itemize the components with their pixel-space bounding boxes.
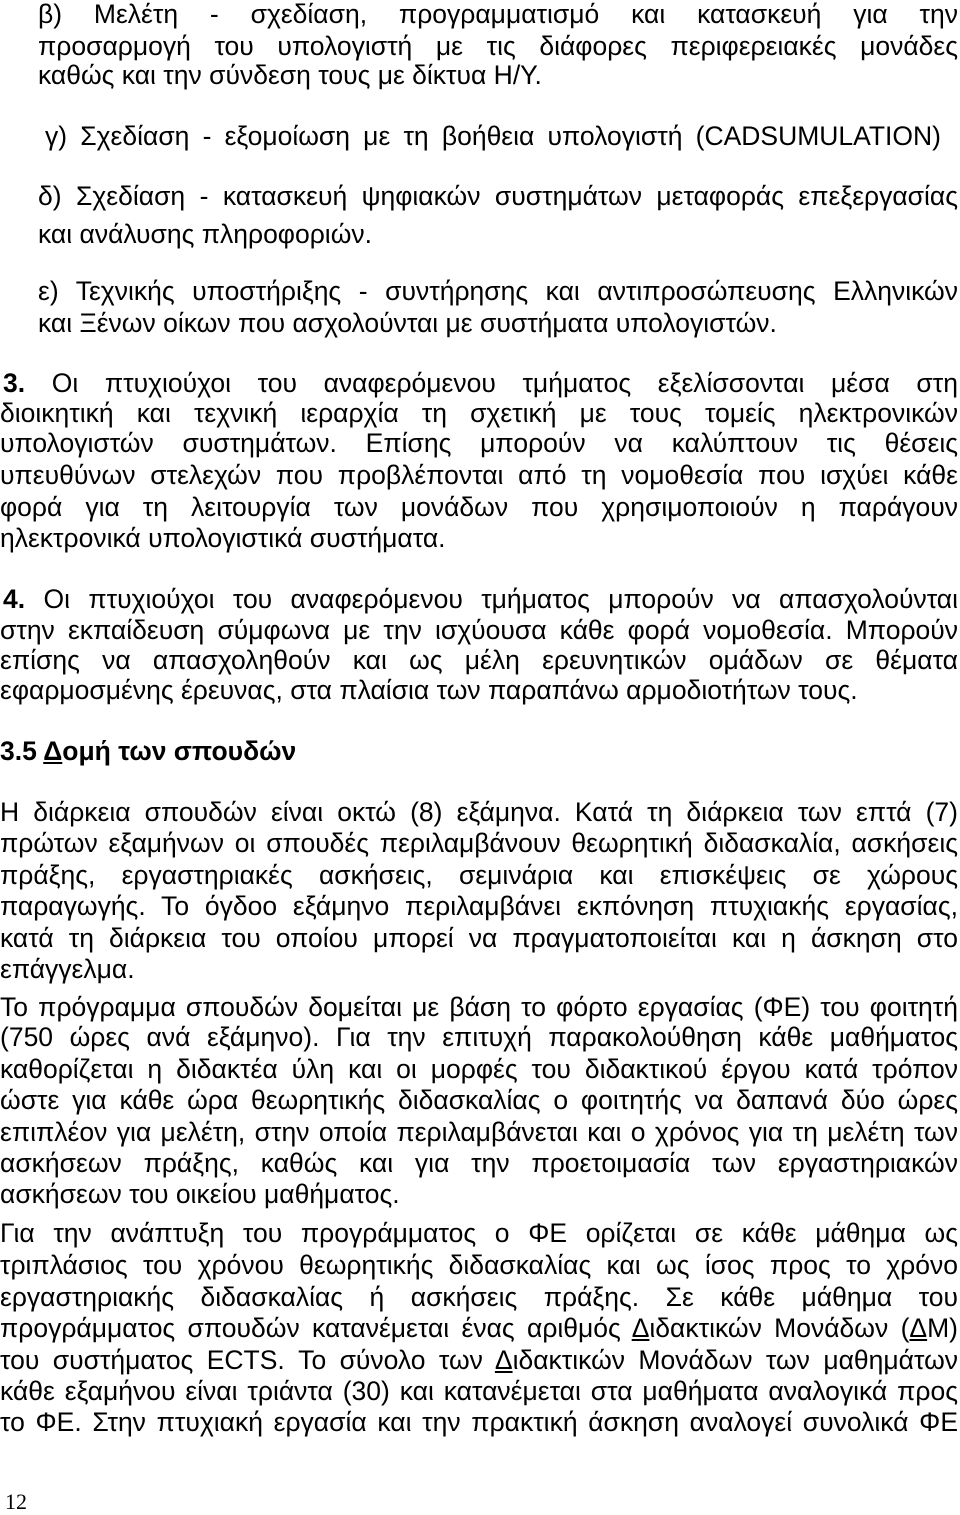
list-item-e-line: ε) Τεχνικής υποστήριξης - συντήρησης και αντιπροσώπευσης Ελληνικών bbox=[38, 276, 958, 306]
section-number: 3.5 bbox=[0, 736, 37, 766]
paragraph-line: εφαρμοσμένης έρευνας, στα πλαίσια των παραπάνω αρμοδιοτήτων τους. bbox=[0, 675, 858, 705]
list-item-b-line: προσαρμογή του υπολογιστή με τις διάφορες περιφερειακές μονάδες bbox=[38, 31, 958, 61]
paragraph-line: επιπλέον για μελέτη, στην οποία περιλαμβάνεται και ο χρόνος για τη μελέτη των bbox=[0, 1117, 958, 1147]
paragraph-line: του συστήματος ECTS. Το σύνολο των Διδακτικών Μονάδων των μαθημάτων bbox=[0, 1345, 959, 1375]
paragraph-line: ασκήσεων του οικείου μαθήματος. bbox=[0, 1179, 400, 1209]
paragraph-line: στην εκπαίδευση σύμφωνα με την ισχύουσα κάθε φορά νομοθεσία. Μπορούν bbox=[0, 615, 958, 645]
paragraph-line: προγράμματος σπουδών κατανέμεται ένας αριθμός Διδακτικών Μονάδων (ΔΜ) bbox=[0, 1313, 959, 1343]
paragraph-line: (750 ώρες ανά εξάμηνο). Για την επιτυχή παρακολούθηση κάθε μαθήματος bbox=[0, 1022, 958, 1052]
underlined-letter: Δ bbox=[631, 1313, 650, 1343]
underlined-letter: Δ bbox=[43, 736, 63, 766]
paragraph-line bbox=[3, 368, 958, 399]
list-item-d-line: και ανάλυσης πληροφοριών. bbox=[38, 219, 372, 249]
paragraph-line: καθορίζεται η διδακτέα ύλη και οι μορφές του διδακτικού έργου κατά τρόπον bbox=[0, 1054, 958, 1084]
paragraph-line: ασκήσεων πράξης, καθώς και για την προετοιμασία των εργαστηριακών bbox=[0, 1148, 958, 1178]
section-heading bbox=[0, 736, 296, 767]
list-item-b-line: β) Μελέτη - σχεδίαση, προγραμματισμό και κατασκευή για την bbox=[38, 0, 958, 29]
paragraph-line: ηλεκτρονικά υπολογιστικά συστήματα. bbox=[0, 523, 446, 553]
paragraph-line: επίσης να απασχοληθούν και ως μέλη ερευνητικών ομάδων σε θέματα bbox=[0, 645, 958, 675]
paragraph-line: υπευθύνων στελεχών που προβλέπονται από τη νομοθεσία που ισχύει κάθε bbox=[0, 460, 958, 490]
paragraph-line: υπολογιστών συστημάτων. Επίσης μπορούν να καλύπτουν τις θέσεις bbox=[0, 428, 958, 458]
paragraph-line: το ΦΕ. Στην πτυχιακή εργασία και την πρακτική άσκηση αναλογεί συνολικά ΦΕ bbox=[0, 1407, 958, 1437]
paragraph-line: τριπλάσιος του χρόνου θεωρητικής διδασκαλίας και ως ίσος προς το χρόνο bbox=[0, 1250, 958, 1280]
list-item-e-line: και Ξένων οίκων που ασχολούνται με συστήματα υπολογιστών. bbox=[38, 308, 777, 338]
paragraph-line: ώστε για κάθε ώρα θεωρητικής διδασκαλίας ο φοιτητής να δαπανά δύο ώρες bbox=[0, 1085, 958, 1115]
paragraph-number: 3. bbox=[3, 368, 26, 398]
list-item-d-line: δ) Σχεδίαση - κατασκευή ψηφιακών συστημάτων μεταφοράς επεξεργασίας bbox=[38, 181, 958, 211]
paragraph-line: φορά για τη λειτουργία των μονάδων που χρησιμοποιούν η παράγουν bbox=[0, 492, 958, 522]
underlined-letter: Δ bbox=[494, 1345, 513, 1375]
paragraph-text: Οι πτυχιούχοι του αναφερόμενου τμήματος μπορούν να απασχολούνται bbox=[43, 584, 958, 614]
paragraph-line: κατά τη διάρκεια του οποίου μπορεί να πραγματοποιείται και η άσκηση στο bbox=[0, 923, 958, 953]
paragraph-line: διοικητική και τεχνική ιεραρχία τη σχετική με τους τομείς ηλεκτρονικών bbox=[0, 398, 958, 428]
list-item-b-line: καθώς και την σύνδεση τους με δίκτυα Η/Υ. bbox=[38, 60, 542, 90]
paragraph-line: παραγωγής. Το όγδοο εξάμηνο περιλαμβάνει εκπόνηση πτυχιακής εργασίας, bbox=[0, 891, 958, 921]
paragraph-number: 4. bbox=[3, 584, 26, 614]
paragraph-line: πράξης, εργαστηριακές ασκήσεις, σεμινάρια και επισκέψεις σε χώρους bbox=[0, 860, 958, 890]
list-item-c-line: γ) Σχεδίαση - εξομοίωση με τη βοήθεια υπολογιστή (CADSUMULATION) bbox=[45, 121, 941, 151]
page-number: 12 bbox=[5, 1489, 27, 1514]
paragraph-line: Για την ανάπτυξη του προγράμματος ο ΦΕ ορίζεται σε κάθε μάθημα ως bbox=[0, 1218, 958, 1248]
paragraph-line: Το πρόγραμμα σπουδών δομείται με βάση το φόρτο εργασίας (ΦΕ) του φοιτητή bbox=[0, 992, 958, 1022]
section-title: Δομή των σπουδών bbox=[43, 736, 297, 766]
paragraph-line bbox=[3, 584, 958, 615]
underlined-letter: Δ bbox=[909, 1313, 928, 1343]
paragraph-line: εργαστηριακής διδασκαλίας ή ασκήσεις πράξης. Σε κάθε μάθημα του bbox=[0, 1282, 958, 1312]
paragraph-line: πρώτων εξαμήνων οι σπουδές περιλαμβάνουν θεωρητική διδασκαλία, ασκήσεις bbox=[0, 828, 958, 858]
paragraph-text: Οι πτυχιούχοι του αναφερόμενου τμήματος εξελίσσονται μέσα στη bbox=[51, 368, 958, 398]
paragraph-line: κάθε εξαμήνου είναι τριάντα (30) και κατανέμεται στα μαθήματα αναλογικά προς bbox=[0, 1376, 958, 1406]
paragraph-line: επάγγελμα. bbox=[0, 954, 135, 984]
paragraph-line: Η διάρκεια σπουδών είναι οκτώ (8) εξάμηνα. Κατά τη διάρκεια των επτά (7) bbox=[0, 797, 958, 827]
